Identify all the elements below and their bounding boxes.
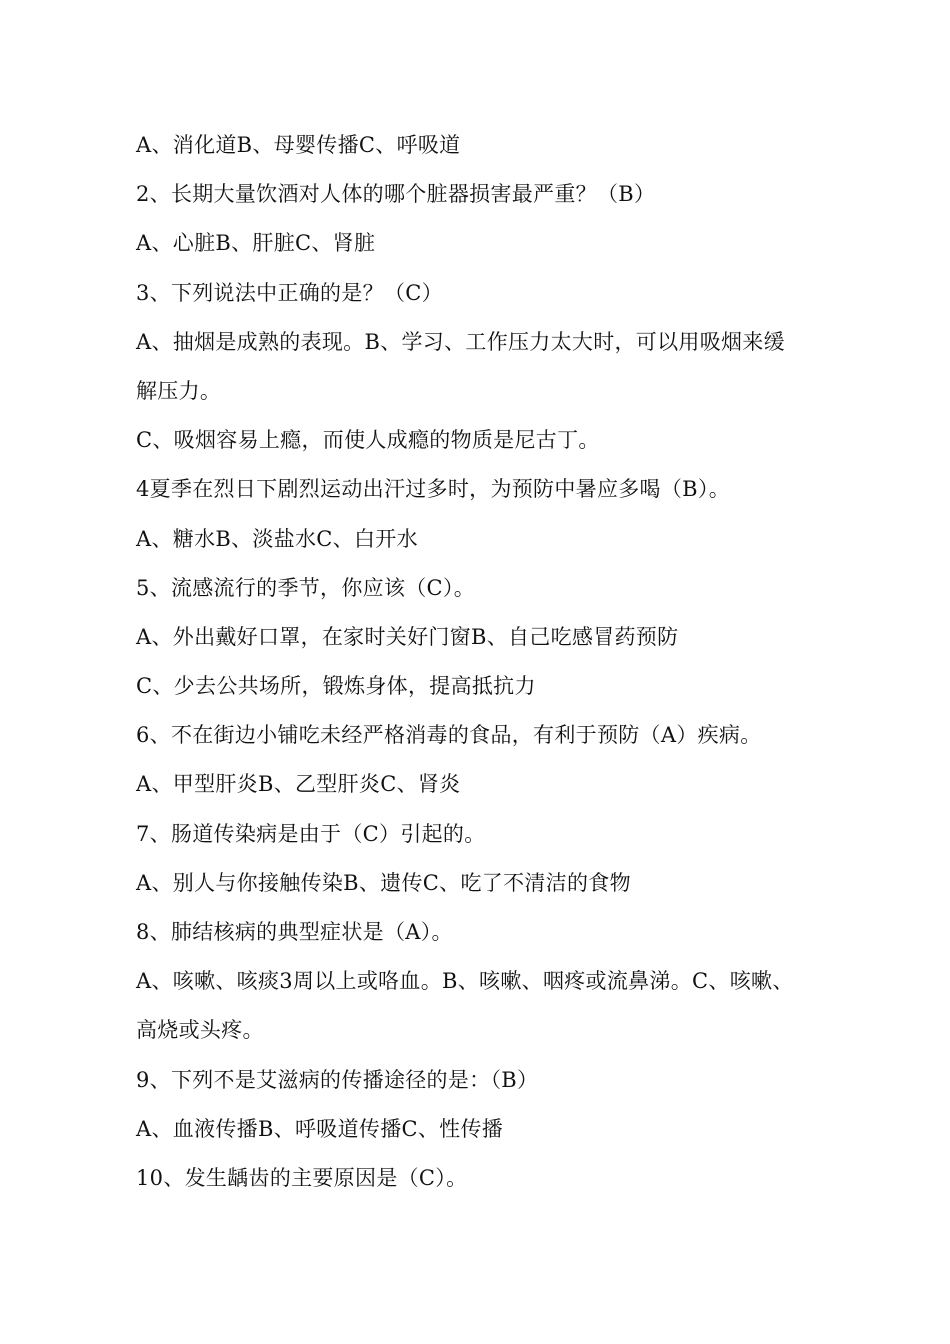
- text-line: 解压力。: [136, 378, 222, 403]
- text-line: A、心脏B、肝脏C、肾脏: [136, 231, 376, 256]
- question-line: 5、流感流行的季节，你应该（C）。: [136, 575, 476, 600]
- question-line: 6、不在街边小铺吃未经严格消毒的食品，有利于预防（A）疾病。: [136, 723, 762, 748]
- text-line: C、少去公共场所，锻炼身体，提高抵抗力: [136, 674, 536, 699]
- text-line: A、别人与你接触传染B、遗传C、吃了不清洁的食物: [136, 870, 631, 895]
- question-line: 2、长期大量饮酒对人体的哪个脏器损害最严重？（B）: [136, 182, 656, 207]
- text-line: A、血液传播B、呼吸道传播C、性传播: [136, 1116, 504, 1141]
- text-line: 高烧或头疼。: [136, 1018, 264, 1043]
- text-line: A、抽烟是成熟的表现。B、学习、工作压力太大时，可以用吸烟来缓: [136, 329, 785, 354]
- text-line: A、外出戴好口罩，在家时关好门窗B、自己吃感冒药预防: [136, 624, 679, 649]
- text-line: A、甲型肝炎B、乙型肝炎C、肾炎: [136, 772, 461, 797]
- question-line: 10、发生龋齿的主要原因是（C）。: [136, 1165, 468, 1190]
- question-line: 8、肺结核病的典型症状是（A）。: [136, 920, 453, 944]
- question-line: 3、下列说法中正确的是？（C）: [136, 280, 443, 305]
- question-line: 9、下列不是艾滋病的传播途径的是：（B）: [136, 1067, 539, 1092]
- text-line: A、消化道B、母婴传播C、呼吸道: [136, 133, 461, 157]
- text-line: A、糖水B、淡盐水C、白开水: [136, 526, 418, 551]
- question-line: 7、肠道传染病是由于（C）引起的。: [136, 821, 486, 846]
- question-line: 4夏季在烈日下剧烈运动出汗过多时，为预防中暑应多喝（B）。: [136, 477, 730, 502]
- text-line: A、咳嗽、咳痰3周以上或咯血。B、咳嗽、咽疼或流鼻涕。C、咳嗽、: [136, 969, 794, 994]
- text-line: C、吸烟容易上瘾，而使人成瘾的物质是尼古丁。: [136, 428, 600, 453]
- quiz-text-body: [136, 121, 826, 1203]
